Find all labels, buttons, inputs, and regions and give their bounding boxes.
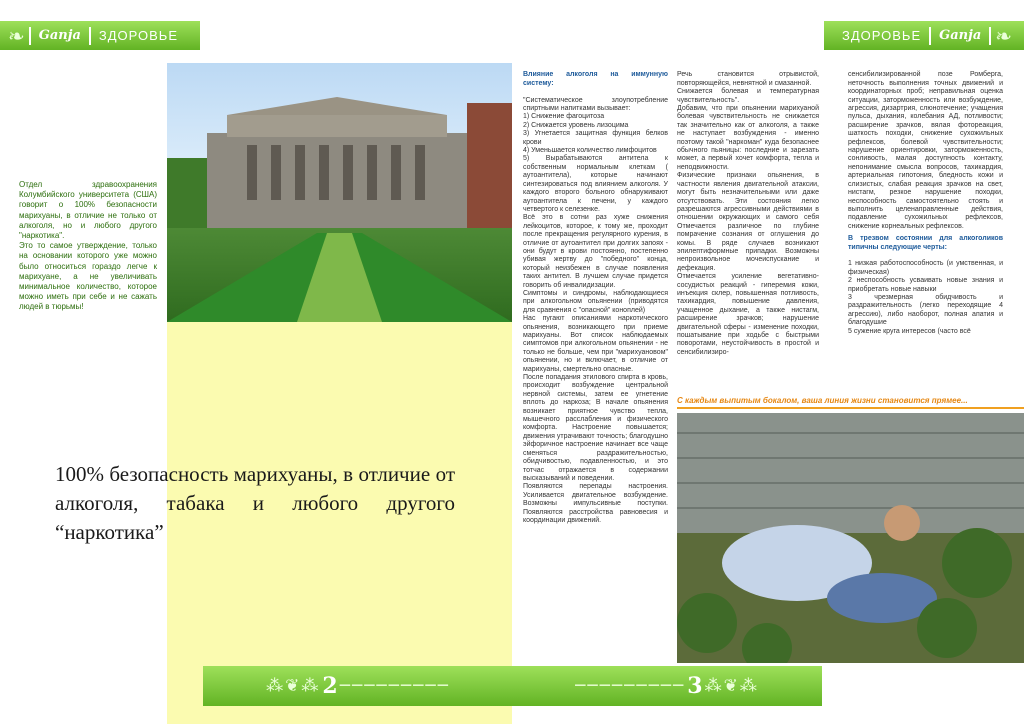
column-heading: Влияние алкоголя на иммунную систему: — [523, 71, 668, 87]
page-number: 2 — [322, 673, 338, 699]
article-column-3 — [848, 63, 1003, 391]
article-column-1 — [523, 63, 668, 661]
column-body: "Систематическое злоупотребление спиртными напитками вызывает: 1) Снижение фагоцитоза 2) Снижается уровень лизоцима 3) Угнетается защитная функция белков крови 4) Уменьшается количество лимфоцитов 5) Вырабатываются антитела к собственным нормальным клеткам ( аутоантитела), которые начинают синтезироваться под влиянием алкоголя. У каждого второго больного обнаруживают аутоантитела к печени, у каждого четвертого к селезенке. Всё это в сотни раз хуже снижения лейкоцитов, которое, к тому же, проходит после прекращения регулярного курения, в отличие от аутоантител при долгих запоях - они будут в крови постоянно, постепенно убивая жертву до "победного" конца, который неизбежен в случае появления таких антител. В лучшем случае придется говорить об инвалидизации. Симптомы и синдромы, наблюдающиеся при алкогольном опьянении (приводятся для сравнения с "опасной" коноплей) Нас пугают описаниями наркотического опьянения, возникающего при приеме марихуаны. Вот список наблюдаемых симптомов при алкогольном опьянении - не только не больше, чем при "марихуановом" опьянении, но и включает, в отличие от марихуаны, смертельно опасные. После попадания этилового спирта в кровь, происходит возбуждение центральной нервной системы, затем ее угнетение вплоть до наркоза; В начале опьянения возникает приятное чувство тепла, мышечного расслабления и физического комфорта. Настроение повышается; движения утрачивают точность; благодушно эйфоричное настроение начинает все чаще сменяться раздражительностью, обидчивостью, подавленностью, и это тотчас отражается в содержании высказываний и поведении. Появляются перепады настроения. Усиливается двигательное возбуждение. Возможны импульсивные поступки. Появляются расстройства равновесия и координации движений. — [523, 96, 668, 524]
article-column-2 — [677, 63, 819, 391]
column-body: сенсибилизированной позе Ромберга, неточность выполнения точных движений и координаторных проб; неправильная оценка ситуации, заторможенность или возбуждение, агрессия, дизартрия, слюнотечение; учащения пульса, дыхания, колебания АД, потливости; расширение зрачков, вялая фотореакция, шаткость походки, снижение сухожильных рефлексов, болевой чувствительности; нарушение ориентировки, заторможенность, сонливость, малая доступность контакту, непонимание смысла вопросов, тахикардия, артериальная гипотония, бледность кожи и слизистых, слабая реакция зрачков на свет, нистагм, резкое нарушение походки, неспособность самостоятельно стоять и выполнить целенаправленные действия, подавление сухожильных рефлексов, снижение корнеальных рефлексов. — [848, 71, 1003, 230]
pull-quote: 100% безопасность марихуаны, в отличие от алкоголя, табака и любого другого “наркотика” — [55, 462, 455, 544]
decorative-rule-icon: ───────── — [339, 676, 450, 696]
header-tab-right — [824, 21, 1024, 50]
intro-text: Отдел здравоохранения Колумбийского университета (США) говорит о 100% безопасности марихуаны, в отличие не только от алкоголя, но и любого другого "наркотика". Это то самое утверждение, только на основании которого уже можно было относиться гораздо легче к марихуане, а не увеличивать минимальное количество, которое можно иметь при себе и не сажать людей в тюрьмы! — [19, 180, 157, 312]
university-campus-photo — [167, 63, 512, 322]
man-crouching-illustration-icon — [677, 413, 1024, 663]
campus-illustration-icon — [167, 63, 512, 322]
footer-bar-right — [512, 666, 822, 706]
header-tab-left — [0, 21, 200, 50]
flourish-ornament-icon: ⁂❦⁂ — [704, 676, 759, 696]
section-title: ЗДОРОВЬЕ — [98, 28, 179, 43]
page-number: 3 — [687, 673, 703, 699]
swirl-ornament-icon: ❧ — [995, 23, 1013, 48]
section-title: ЗДОРОВЬЕ — [842, 28, 922, 43]
man-in-plants-photo — [677, 413, 1024, 663]
swirl-ornament-icon: ❧ — [8, 23, 25, 48]
decorative-rule-icon: ───────── — [575, 676, 686, 696]
brand-logo: Ganja — [929, 27, 991, 45]
tagline: С каждым выпитым бокалом, ваша линия жизни становится прямее... — [677, 396, 1024, 409]
column-body: Речь становится отрывистой, повторяющейся, невнятной и смазанной. Снижается болевая и температурная чувствительность". Добавим, что при опьянении марихуаной болевая чувствительность не снижается так значительно как от алкоголя, а также не наступает возбуждения - именно поэтому такой "наркоман" куда безопаснее обычного пьяницы: последние и зарезать может, а первый хочет комфорта, тепла и неподвижности. Физические признаки опьянения, в частности явления двигательной атаксии, могут быть незначительными или даже отсутствовать. Эти состояния легко разрешаются агрессивными действиями в отношении окружающих и самого себя Отмечается различное по глубине помрачение сознания от оглушения до комы. В ряде случаев возникают эпилептиформные припадки. Возможны непроизвольное мочеиспускание и дефекация. Отмечается усиление вегетативно-сосудистых реакций - гиперемия кожи, инъекция склер, повышенная потливость, тахикардия, повышение давления, учащенное дыхание, а также нистагм, расширение зрачков; нарушение двигательной сферы - изменение походки, пошатывание при ходьбе с быстрыми поворотами, неустойчивость в простой и сенсибилизиро- — [677, 71, 819, 356]
sober-traits-list: 1 низкая работоспособность (и умственная, и физическая) 2 неспособность усваивать новые знания и приобретать новые навыки 3 чрезмерная обидчивость и раздражительность (легко переходящие 4 агрессию), либо наоборот, полная апатия и благодушие 5 сужение круга интересов (часто всё — [848, 260, 1003, 335]
brand-logo: Ganja — [29, 27, 91, 45]
footer-bar-left — [203, 666, 513, 706]
flourish-ornament-icon: ⁂❦⁂ — [266, 676, 321, 696]
sober-traits-heading: В трезвом состоянии для алкоголиков типичны следующие черты: — [848, 235, 1003, 251]
